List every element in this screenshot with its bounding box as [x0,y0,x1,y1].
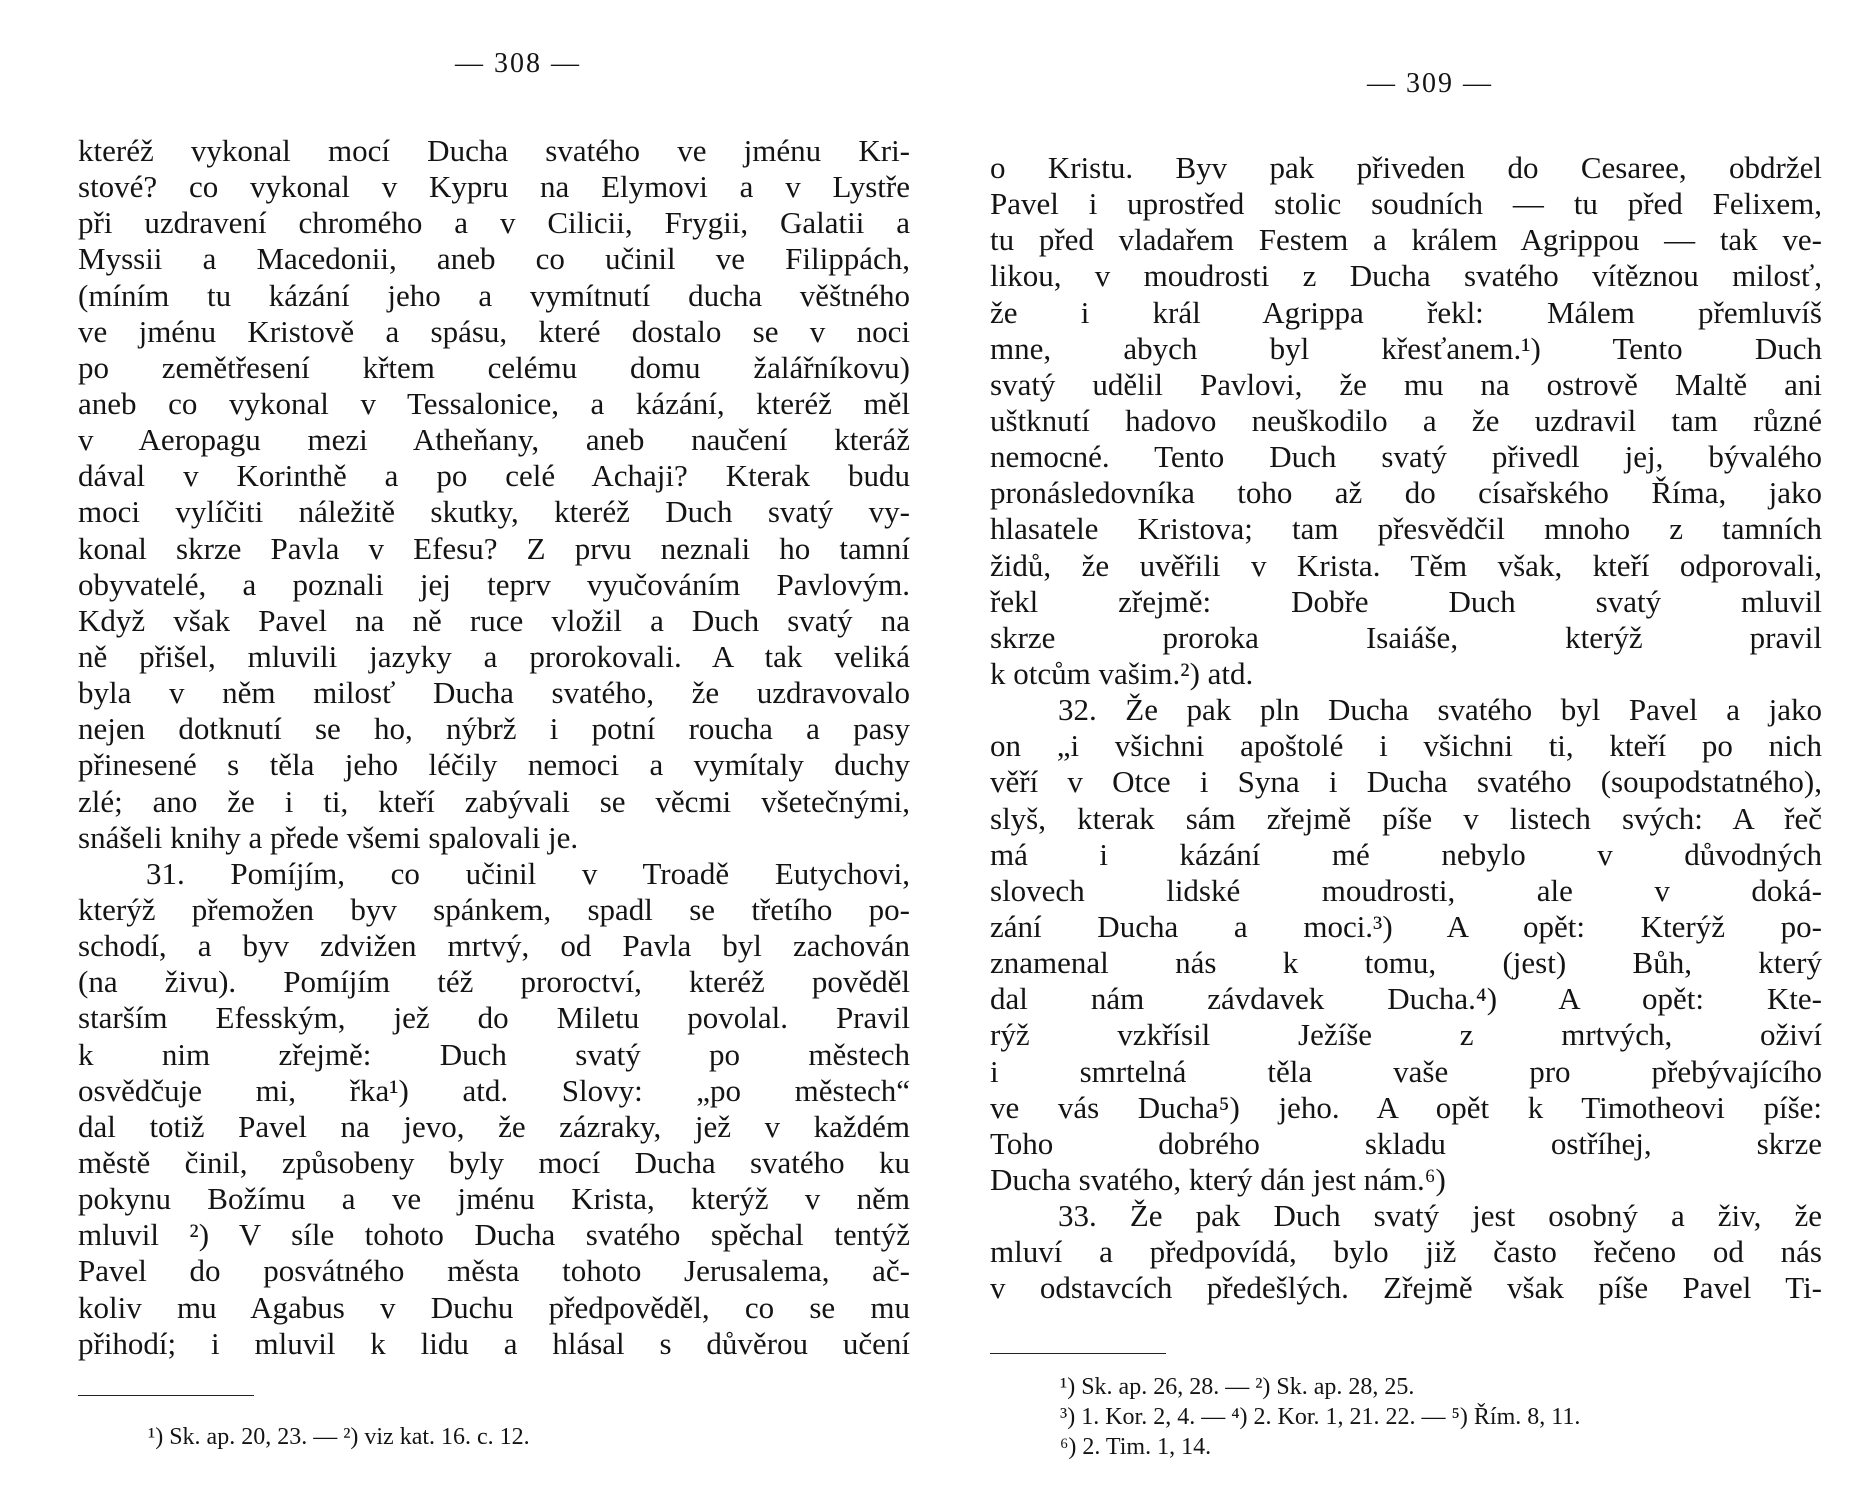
text-line: koliv mu Agabus v Duchu předpověděl, co se mu [78,1289,910,1325]
text-line: obyvatelé, a poznali jej teprv vyučováním Pavlovým. [78,566,910,602]
text-line: kteréž vykonal mocí Ducha svatého ve jménu Kri- [78,133,910,168]
text-line: skrze proroka Isaiáše, kterýž pravil [990,619,1822,655]
text-line: pronásledovníka toho až do císařského Říma, jako [990,475,1822,511]
text-line: Když však Pavel na ně ruce vložil a Duch svatý na [78,602,910,638]
text-line: že i král Agrippa řekl: Málem přemluvíš [990,294,1822,330]
text-line: ve jménu Kristově a spásu, které dostalo se v noci [78,313,910,349]
text-line: při uzdravení chromého a v Cilicii, Frygii, Galatii a [78,205,910,241]
text-line: zání Ducha a moci.³) A opět: Kterýž po- [990,908,1822,944]
body-text [78,133,910,1362]
text-line: Ducha svatého, který dán jest nám.⁶) [990,1161,1446,1197]
text-line: dával v Korinthě a po celé Achaji? Kterak budu [78,458,910,494]
text-line: starším Efesským, jež do Miletu povolal. Pravil [78,1000,910,1036]
body-text [990,150,1822,1307]
footnotes [148,1422,908,1452]
footnote: ¹) Sk. ap. 20, 23. — ²) viz kat. 16. c. 12. [148,1424,530,1450]
text-line: Toho dobrého skladu ostříhej, skrze [990,1125,1822,1161]
right-page [990,0,1822,1500]
text-line: tu před vladařem Festem a králem Agrippou — tak ve- [990,222,1822,258]
page-number: — 308 — [455,48,581,79]
text-line: snášeli knihy a přede všemi spalovali je. [78,819,579,855]
text-line: dal nám závdavek Ducha.⁴) A opět: Kte- [990,981,1822,1017]
text-line: po zemětřesení křtem celému domu žalářníkovu) [78,349,910,385]
page-number: — 309 — [1367,68,1493,99]
text-line: věří v Otce i Syna i Ducha svatého (soupodstatného), [990,764,1822,800]
text-line: v Aeropagu mezi Atheňany, aneb naučení kteráž [78,422,910,458]
text-line: likou, v moudrosti z Ducha svatého vítěznou milosť, [990,258,1822,294]
text-line: městě činil, způsobeny byly mocí Ducha svatého ku [78,1144,910,1180]
text-line: k otcům vašim.²) atd. [990,655,1254,691]
text-line: dal totiž Pavel na jevo, že zázraky, jež v každém [78,1108,910,1144]
text-line: nemocné. Tento Duch svatý přivedl jej, bývalého [990,439,1822,475]
text-line: v odstavcích předešlých. Zřejmě však píše Pavel Ti- [990,1270,1822,1306]
text-line: mluvil ²) V síle tohoto Ducha svatého spěchal tentýž [78,1217,910,1253]
footnotes [1060,1372,1820,1462]
text-line: ně přišel, mluvili jazyky a prorokovali. A tak veliká [78,638,910,674]
text-line: Pavel do posvátného města tohoto Jerusalema, ač- [78,1253,910,1289]
text-line: (na živu). Pomíjím též proroctví, kteréž pověděl [78,964,910,1000]
text-line: pokynu Božímu a ve jménu Krista, kterýž v něm [78,1181,910,1217]
text-line: svatý udělil Pavlovi, že mu na ostrově Maltě ani [990,366,1822,402]
text-line: moci vylíčiti náležitě skutky, kteréž Duch svatý vy- [78,494,910,530]
text-line: osvědčuje mi, řka¹) atd. Slovy: „po městech“ [78,1072,910,1108]
paragraph-start-31: 31. Pomíjím, co učinil v Troadě Eutychovi, [146,855,910,891]
text-line: slyš, kterak sám zřejmě píše v listech svých: A řeč [990,800,1822,836]
text-line: schodí, a byv zdvižen mrtvý, od Pavla byl zachován [78,928,910,964]
text-line: aneb co vykonal v Tessalonice, a kázání, kteréž měl [78,385,910,421]
text-line: přihodí; i mluvil k lidu a hlásal s důvěrou učení [78,1325,910,1361]
text-line: (míním tu kázání jeho a vymítnutí ducha věštného [78,277,910,313]
text-line: Myssii a Macedonii, aneb co učinil ve Filippách, [78,241,910,277]
text-line: řekl zřejmě: Dobře Duch svatý mluvil [990,583,1822,619]
text-line: znamenal nás k tomu, (jest) Bůh, který [990,945,1822,981]
text-line: mluví a předpovídá, bylo již často řečeno od nás [990,1234,1822,1270]
paragraph-start-32: 32. Že pak pln Ducha svatého byl Pavel a jako [1058,692,1822,728]
text-line: k nim zřejmě: Duch svatý po městech [78,1036,910,1072]
footnote: ⁶) 2. Tim. 1, 14. [1060,1434,1212,1460]
text-line: konal skrze Pavla v Efesu? Z prvu neznali ho tamní [78,530,910,566]
text-line: rýž vzkřísil Ježíše z mrtvých, oživí [990,1017,1822,1053]
footnote: ¹) Sk. ap. 26, 28. — ²) Sk. ap. 28, 25. [1060,1374,1415,1400]
text-line: kterýž přemožen byv spánkem, spadl se třetího po- [78,891,910,927]
text-line: přinesené s těla jeho léčily nemoci a vymítaly duchy [78,747,910,783]
text-line: uštknutí hadovo neuškodilo a že uzdravil tam různé [990,402,1822,438]
text-line: mne, abych byl křesťanem.¹) Tento Duch [990,330,1822,366]
text-line: nejen dotknutí se ho, nýbrž i potní roucha a pasy [78,711,910,747]
footnote: ³) 1. Kor. 2, 4. — ⁴) 2. Kor. 1, 21. 22. — ⁵) Řím. 8, 11. [1060,1404,1581,1430]
text-line: zlé; ano že i ti, kteří zabývali se věcmi všetečnými, [78,783,910,819]
left-page [78,0,910,1500]
text-line: Pavel i uprostřed stolic soudních — tu před Felixem, [990,186,1822,222]
text-line: o Kristu. Byv pak přiveden do Cesaree, obdržel [990,150,1822,185]
text-line: hlasatele Kristova; tam přesvědčil mnoho z tamních [990,511,1822,547]
text-line: slovech lidské moudrosti, ale v doká- [990,872,1822,908]
text-line: má i kázání mé nebylo v důvodných [990,836,1822,872]
text-line: i smrtelná těla vaše pro přebývajícího [990,1053,1822,1089]
text-line: on „i všichni apoštolé i všichni ti, kteří po nich [990,728,1822,764]
paragraph-start-33: 33. Že pak Duch svatý jest osobný a živ, že [1058,1198,1822,1234]
text-line: ve vás Ducha⁵) jeho. A opět k Timotheovi píše: [990,1089,1822,1125]
footnote-divider [78,1395,254,1396]
text-line: stové? co vykonal v Kypru na Elymovi a v Lystře [78,169,910,205]
footnote-divider [990,1353,1166,1354]
text-line: byla v něm milosť Ducha svatého, že uzdravovalo [78,675,910,711]
text-line: židů, že uvěřili v Krista. Těm však, kteří odporovali, [990,547,1822,583]
